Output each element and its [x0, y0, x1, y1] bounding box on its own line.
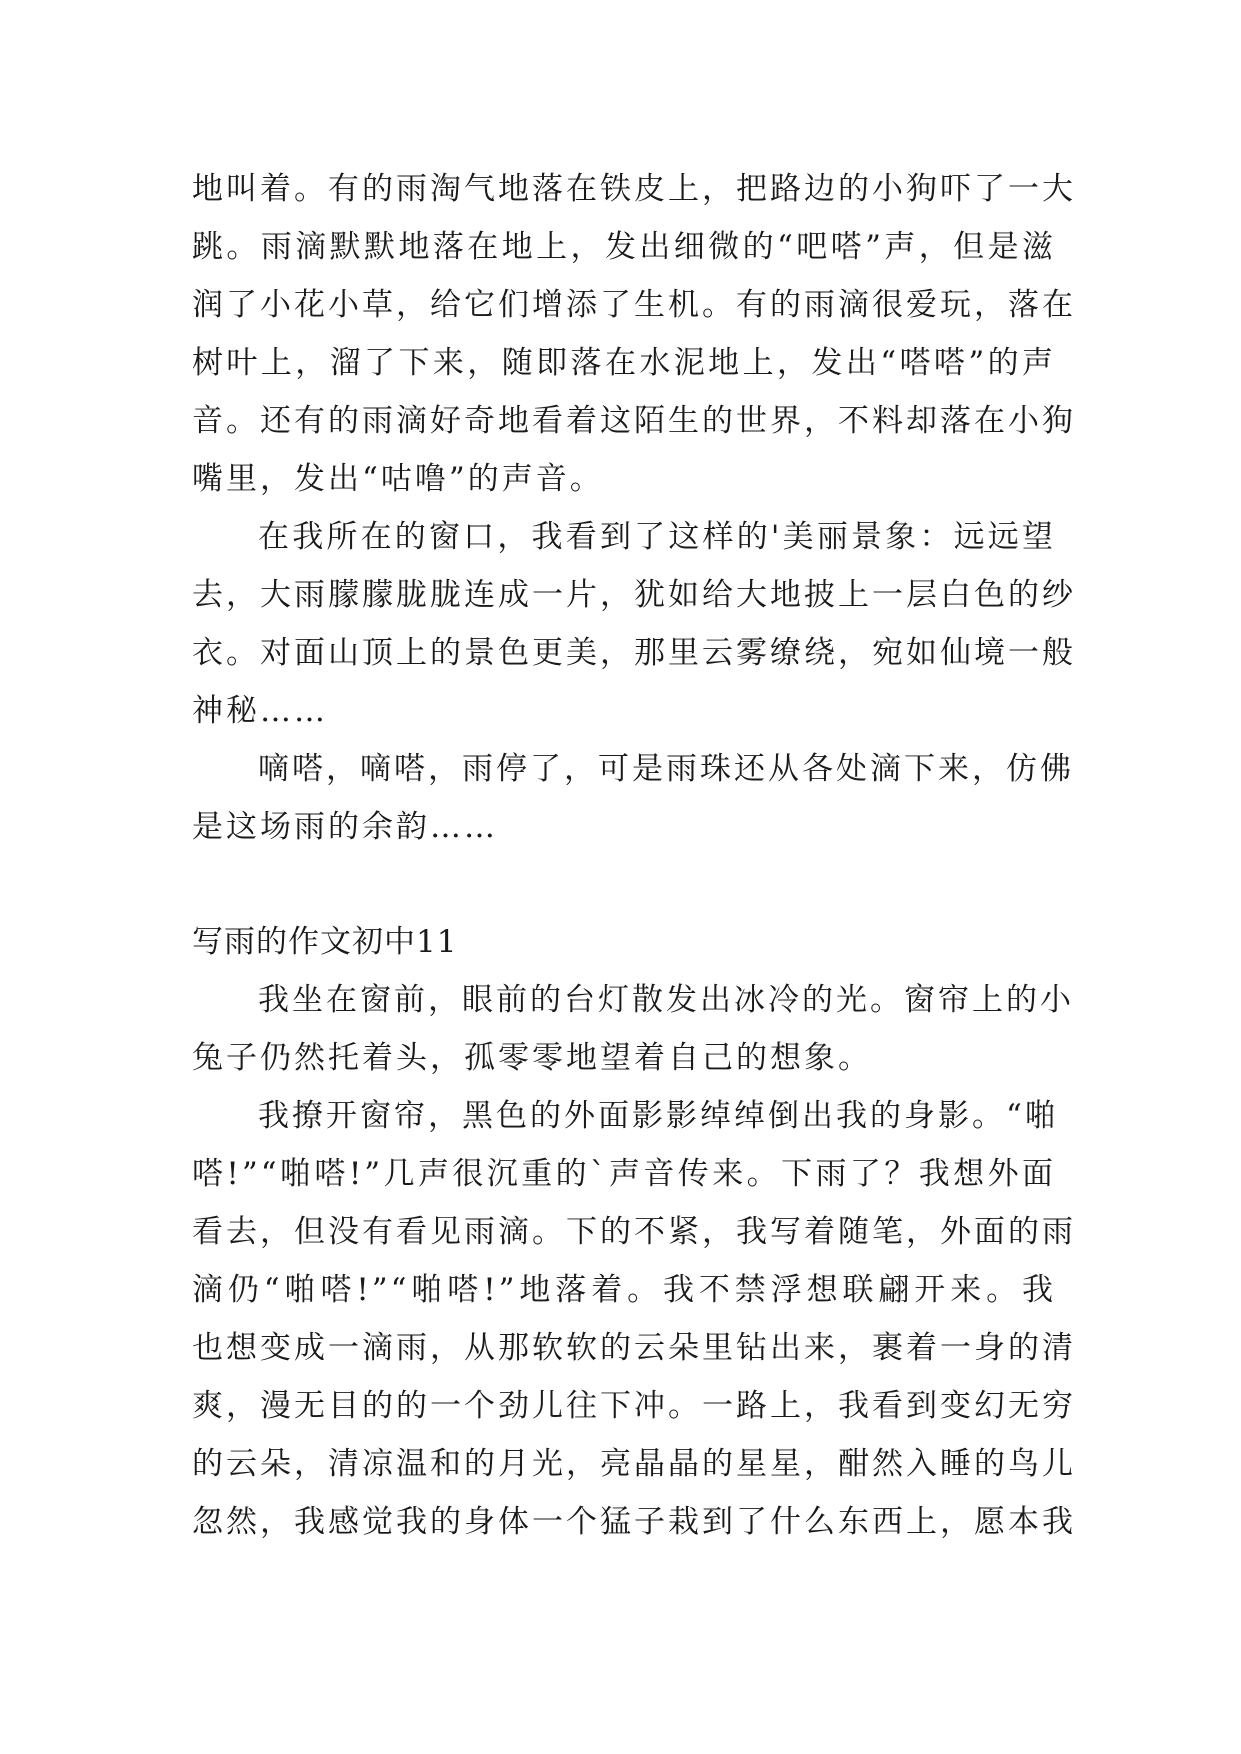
text-line: 兔子仍然托着头，孤零零地望着自己的想象。	[192, 1040, 872, 1076]
text-line: 我撩开窗帘，黑色的外面影影绰绰倒出我的身影。“啪	[258, 1098, 1059, 1134]
text-line: 跳。雨滴默默地落在地上，发出细微的“吧嗒”声，但是滋	[192, 229, 1056, 265]
text-line: 也想变成一滴雨，从那软软的云朵里钻出来，裹着一身的清	[192, 1330, 1076, 1366]
text-line: 爽，漫无目的的一个劲儿往下冲。一路上，我看到变幻无穷	[192, 1388, 1076, 1424]
text-line: 地叫着。有的雨淘气地落在铁皮上，把路边的小狗吓了一大	[192, 171, 1076, 207]
text-line: 润了小花小草，给它们增添了生机。有的雨滴很爱玩，落在	[192, 287, 1076, 323]
text-line: 在我所在的窗口，我看到了这样的'美丽景象：远远望	[258, 519, 1056, 555]
text-line: 是这场雨的余韵……	[192, 809, 498, 845]
text-line: 滴仍“啪嗒!”“啪嗒!”地落着。我不禁浮想联翩开来。我	[192, 1272, 1056, 1308]
text-line: 嗒!”“啪嗒!”几声很沉重的`声音传来。下雨了？我想外面	[192, 1156, 1056, 1192]
paragraph-rain-stops	[192, 740, 1074, 856]
text-line: 忽然，我感觉我的身体一个猛子栽到了什么东西上，愿本我	[192, 1504, 1076, 1540]
text-line: 衣。对面山顶上的景色更美，那里云雾缭绕，宛如仙境一般	[192, 635, 1076, 671]
text-line: 神秘……	[192, 693, 328, 729]
text-line: 我坐在窗前，眼前的台灯散发出冰冷的光。窗帘上的小	[258, 982, 1074, 1018]
text-line: 嘴里，发出“咕噜”的声音。	[192, 461, 604, 497]
text-line: 嘀嗒，嘀嗒，雨停了，可是雨珠还从各处滴下来，仿佛	[258, 751, 1074, 787]
text-line: 音。还有的雨滴好奇地看着这陌生的世界，不料却落在小狗	[192, 403, 1076, 439]
text-line: 树叶上，溜了下来，随即落在水泥地上，发出“嗒嗒”的声	[192, 345, 1056, 381]
paragraph-desk-lamp	[192, 971, 1074, 1087]
text-line: 看去，但没有看见雨滴。下的不紧，我写着随笔，外面的雨	[192, 1214, 1076, 1250]
text-line: 的云朵，清凉温和的月光，亮晶晶的星星，酣然入睡的鸟儿	[192, 1446, 1076, 1482]
text-line: 去，大雨朦朦胧胧连成一片，犹如给大地披上一层白色的纱	[192, 577, 1076, 613]
essay-heading: 写雨的作文初中11	[192, 924, 458, 960]
paragraph-raindrop-imagination	[192, 1087, 1076, 1551]
paragraph-window-view	[192, 508, 1076, 740]
paragraph-rain-sounds	[192, 160, 1076, 508]
